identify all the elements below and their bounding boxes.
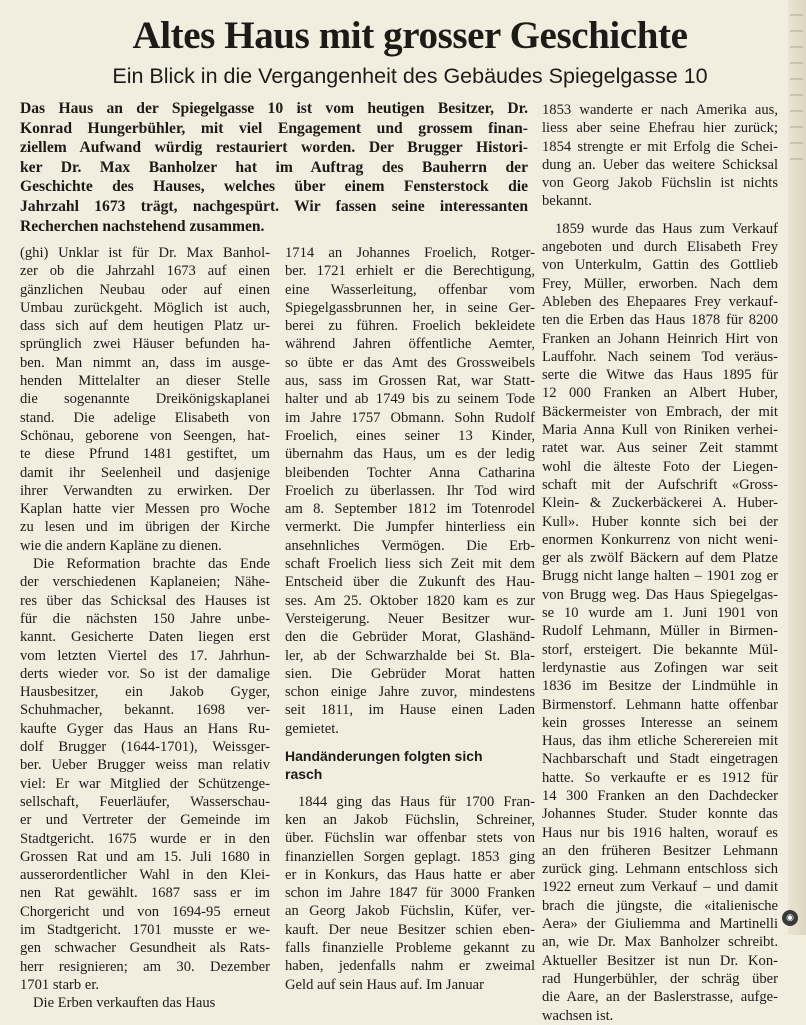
text-line: ger als zwölf Bäckern auf dem Platze: [542, 550, 778, 567]
text-line: 1836 im Besitze der Lindmühle in: [542, 678, 778, 695]
text-line: er in Konkurs, das Haus hatte er aber: [285, 866, 535, 883]
text-line: derts wieder vor. So ist der damalige: [20, 665, 270, 682]
text-line: schaft mit der Aufschrift «Gross-: [542, 476, 778, 493]
text-line: ansehnliches Vermögen. Die Erb-: [285, 537, 535, 554]
text-line: Johannes Studer. Studer konnte das: [542, 806, 778, 823]
text-line: ker Dr. Max Banholzer hat im Auftrag des Bauherrn der: [20, 158, 528, 176]
text-line: Recherchen nachstehend zusammen.: [20, 217, 265, 235]
text-line: Geld auf sein Haus auf. Im Januar: [285, 976, 484, 993]
text-line: am 8. September 1812 im Totenrodel: [285, 501, 535, 518]
text-line: Froelich, eines seiner 13 Kinder,: [285, 427, 535, 444]
text-line: aus, sass im Grossen Rat, war Statt-: [285, 373, 535, 390]
text-line: 1922 erneut zum Verkauf – und damit: [542, 879, 778, 896]
text-line: zu lesen und im übrigen der Kirche: [20, 519, 270, 536]
text-line: Die Reformation brachte das Ende: [33, 556, 270, 573]
text-line: hatte. So verkaufte er es 1912 für: [542, 769, 778, 786]
text-line: Stadtgericht. 1675 wurde er in den: [20, 830, 270, 847]
text-line: während Jahren öffentliche Aemter,: [285, 336, 535, 353]
text-line: 14 300 Franken an den Dachdecker: [542, 787, 778, 804]
text-line: ben. Man nimmt an, dass im ausge-: [20, 354, 270, 371]
paragraph-gap: [285, 738, 535, 747]
body-column-1: [20, 244, 270, 1012]
subheading-line: rasch: [285, 766, 323, 783]
text-line: er und Vertreter der Gemeinde im: [20, 812, 270, 829]
text-line: im Stadtgericht. 1701 musste er we-: [20, 921, 270, 938]
text-line: seit 1811, im Hause einen Laden: [285, 702, 535, 719]
text-line: dolf Brugger (1644-1701), Weissger-: [20, 739, 270, 756]
text-line: Rudolf Lehmann, Müller in Birmen-: [542, 623, 778, 640]
article-title: Altes Haus mit grosser Geschichte: [132, 14, 688, 57]
text-line: Die Erben verkauften das Haus: [33, 995, 216, 1012]
text-line: serte die Witwe das Haus 1895 für: [542, 367, 778, 384]
text-line: dass sich auf dem heutigen Platz ur-: [20, 318, 270, 335]
text-line: ses. Am 25. Oktober 1820 kam es zur: [285, 592, 535, 609]
text-line: ausserordentlicher Wahl in den Klei-: [20, 867, 270, 884]
text-line: Haus, das ihm etliche Scherereien mit: [542, 733, 778, 750]
text-line: von Georg Jakob Füchslin ist nichts: [542, 175, 778, 192]
text-line: über. Füchslin war offenbar stets von: [285, 830, 535, 847]
text-line: zurück ging. Lehmann entschloss sich: [542, 861, 778, 878]
text-line: Geschichte des Hauses, welches über einem Fensterstock die: [20, 178, 528, 196]
text-line: stand. Die adelige Elisabeth von: [20, 409, 270, 426]
text-line: kein grosses Interesse an seinem: [542, 714, 778, 731]
text-line: wohl die älteste Foto der Liegen-: [542, 458, 778, 475]
text-line: 1701 starb er.: [20, 976, 100, 993]
text-line: ler, ab der Schwarzhalde bei St. Bla-: [285, 647, 535, 664]
text-line: ziellem Aufwand würdig restauriert worden. Der Brugger Histori-: [20, 139, 528, 157]
text-line: zer ob die Jahrzahl 1673 auf einen: [20, 263, 270, 280]
text-line: henden Mittelalter an dieser Stelle: [20, 373, 270, 390]
text-line: übernahm das Haus, um es der ledig: [285, 446, 535, 463]
text-line: an den früheren Besitzer Lehmann: [542, 842, 778, 859]
text-line: für die nächsten 150 Jahre unbe-: [20, 610, 270, 627]
text-line: ihrer Verwandten zu erwirken. Der: [20, 482, 270, 499]
text-line: eine Wasserleitung, offenbar vom: [285, 281, 535, 298]
text-line: schon einige Jahre zuvor, mindestens: [285, 684, 535, 701]
text-line: Franken an Johann Heinrich Hirt von: [542, 330, 778, 347]
text-line: storf, ersteigert. Die bekannte Mül-: [542, 641, 778, 658]
text-line: Grossen Rat und am 15. Juli 1680 in: [20, 848, 270, 865]
text-line: 1853 wanderte er nach Amerika aus,: [542, 102, 778, 118]
text-line: gemietet.: [285, 720, 339, 737]
text-line: bekannt.: [542, 193, 592, 210]
text-line: haben, jedenfalls nahm er zweimal: [285, 958, 535, 975]
text-line: schon im Jahre 1847 für 3000 Franken: [285, 885, 535, 902]
text-line: gänzlichen Neubau oder auf einen: [20, 281, 270, 298]
text-line: falls finanzielle Probleme gekannt zu: [285, 939, 535, 956]
text-line: 1859 wurde das Haus zum Verkauf: [555, 220, 778, 237]
text-line: den die Gebrüder Morat, Glashänd-: [285, 629, 535, 646]
text-line: Klein- & Zuckerbäckerei A. Huber-: [542, 495, 778, 512]
adjacent-page-edge: [788, 0, 806, 935]
text-line: te diese Pfrund 1481 gestiftet, um: [20, 446, 270, 463]
text-line: ber. Ueber Brugger weiss man relativ: [20, 757, 270, 774]
text-line: rad Hungerbühler, der schräg über: [542, 970, 778, 987]
text-line: 1714 an Johannes Froelich, Rotger-: [285, 245, 535, 261]
text-line: 1844 ging das Haus für 1700 Fran-: [298, 793, 535, 810]
text-line: Schuhmacher, bekannt. 1698 ver-: [20, 702, 270, 719]
text-line: kaufte Gyger das Haus an Hans Ru-: [20, 720, 270, 737]
text-line: Hausbesitzer, ein Jakob Gyger,: [20, 684, 270, 701]
text-line: die sogenannte Dreikönigskaplanei: [20, 391, 270, 408]
text-line: bleibenden Tochter Anna Catharina: [285, 464, 535, 481]
text-line: von Brugg weg. Das Haus Spiegelgas-: [542, 586, 778, 603]
text-line: brach die jüngste, die «italienische: [542, 897, 778, 914]
text-line: vom letzten Viertel des 17. Jahrhun-: [20, 647, 270, 664]
text-line: wachsen ist.: [542, 1007, 614, 1024]
text-line: kauft. Der neue Besitzer schien eben-: [285, 921, 535, 938]
text-line: (ghi) Unklar ist für Dr. Max Banhol-: [20, 245, 270, 261]
text-line: Schönau, geborene von Seengen, hat-: [20, 427, 270, 444]
text-line: an Georg Jakob Füchslin, Küfer, ver-: [285, 903, 535, 920]
text-line: sellschaft, Feuerläufer, Wasserschau-: [20, 793, 270, 810]
text-line: Maria Anna Kull von Riniken verhei-: [542, 422, 778, 439]
text-line: Aktueller Besitzer ist nun Dr. Kon-: [542, 952, 778, 969]
watermark-icon: ◉: [782, 910, 798, 926]
text-line: die Aare, an der Baslerstrasse, aufge-: [542, 989, 778, 1006]
text-line: viel: Er war Mitglied der Schützenge-: [20, 775, 270, 792]
text-line: 1854 strengte er mit Erfolg die Schei-: [542, 138, 778, 155]
text-line: an, wie Dr. Max Banholzer schreibt.: [542, 934, 778, 951]
text-line: res über das Schicksal des Hauses ist: [20, 592, 270, 609]
text-line: Umbau zurückgeht. Möglich ist auch,: [20, 299, 270, 316]
text-line: Spiegelgassbrunnen her, in seine Ger-: [285, 299, 535, 316]
text-line: Entscheid über die Zukunft des Hau-: [285, 574, 535, 591]
text-line: so übte er das Amt des Grossweibels: [285, 354, 535, 371]
text-line: Frey, Müller, erworben. Nach dem: [542, 275, 778, 292]
text-line: Brugg nicht lange halten – 1901 zog er: [542, 568, 778, 585]
text-line: Versteigerung. Neuer Besitzer wur-: [285, 610, 535, 627]
paragraph-gap: [542, 211, 778, 220]
text-line: Froelich zu überlassen. Ihr Tod wird: [285, 482, 535, 499]
text-line: damit ihr Seelenheil und dasjenige: [20, 464, 270, 481]
text-line: sprünglich zwei Häuser befunden ha-: [20, 336, 270, 353]
text-line: Bäckermeister von Embrach, der mit: [542, 403, 778, 420]
text-line: halter und ab 1749 bis zu seinem Tode: [285, 391, 535, 408]
text-line: liess aber seine Ehefrau hier zurück;: [542, 120, 778, 137]
text-line: Ableben des Ehepaares Frey verkauf-: [542, 293, 778, 310]
text-line: ten die Erben das Haus 1878 für 8200: [542, 312, 778, 329]
text-line: Chorgericht und von 1694-95 erneut: [20, 903, 270, 920]
text-line: kannt. Gesicherte Daten liegen erst: [20, 629, 270, 646]
subheading-line: Handänderungen folgten sich: [285, 748, 483, 765]
text-line: enormen Konkurrenz von nicht weni-: [542, 531, 778, 548]
text-line: Das Haus an der Spiegelgasse 10 ist vom heutigen Besitzer, Dr.: [20, 100, 528, 117]
text-line: von Unterkulm, Gattin des Gottlieb: [542, 257, 778, 274]
text-line: se 10 wurde am 1. Juni 1901 von: [542, 605, 778, 622]
lead-paragraph: [20, 99, 528, 236]
text-line: Konrad Hungerbühler, mit viel Engagement und grossem finan-: [20, 119, 528, 137]
text-line: dung an. Ueber das weitere Schicksal: [542, 156, 778, 173]
text-line: lerdynastie aus Zofingen war seit: [542, 659, 778, 676]
text-line: ratet war. Aus seiner Zeit stammt: [542, 440, 778, 457]
article-subtitle: Ein Blick in die Vergangenheit des Gebäudes Spiegelgasse 10: [112, 64, 708, 88]
text-line: herr resignieren; am 30. Dezember: [20, 958, 270, 975]
body-column-2: [285, 244, 535, 994]
text-line: Haus nur bis 1916 halten, worauf es: [542, 824, 778, 841]
text-line: gen schwacher Gesundheit als Rats-: [20, 940, 270, 957]
text-line: sien. Die Gebrüder Morat hatten: [285, 665, 535, 682]
text-line: ken an Jakob Füchslin, Schreiner,: [285, 811, 535, 828]
text-line: ber. 1721 erhielt er die Berechtigung,: [285, 263, 535, 280]
text-line: nen Rat gewählt. 1687 sass er im: [20, 885, 270, 902]
text-line: der verschiedenen Kaplaneien; Nähe-: [20, 574, 270, 591]
text-line: vermerkt. Die Jumpfer hinterliess ein: [285, 519, 535, 536]
text-line: schaft Froelich liess sich Zeit mit dem: [285, 556, 535, 573]
text-line: wie die andern Kapläne zu dienen.: [20, 537, 222, 554]
text-line: Kull». Huber konnte sich bei der: [542, 513, 778, 530]
paragraph-gap: [285, 784, 535, 793]
text-line: Nachbarschaft und Stadt eingetragen: [542, 751, 778, 768]
text-line: Aera» der Giuliemma and Martinelli: [542, 916, 778, 933]
body-column-3: [542, 101, 778, 1025]
text-line: finanziellen Sorgen geplagt. 1853 ging: [285, 848, 535, 865]
text-line: im Jahre 1757 Obmann. Sohn Rudolf: [285, 409, 535, 426]
text-line: Kaplan hatte vier Messen pro Woche: [20, 501, 270, 518]
text-line: 12 000 Franken an Albert Huber,: [542, 385, 778, 402]
text-line: berei zu führen. Froelich bekleidete: [285, 318, 535, 335]
text-line: angeboten und durch Elisabeth Frey: [542, 239, 778, 256]
text-line: Lauffohr. Nach seinem Tod veräus-: [542, 348, 778, 365]
text-line: Birmenstorf. Lehmann hatte offenbar: [542, 696, 778, 713]
text-line: Jahrzahl 1673 trägt, nachgespürt. Wir fassen seine interessanten: [20, 197, 528, 215]
